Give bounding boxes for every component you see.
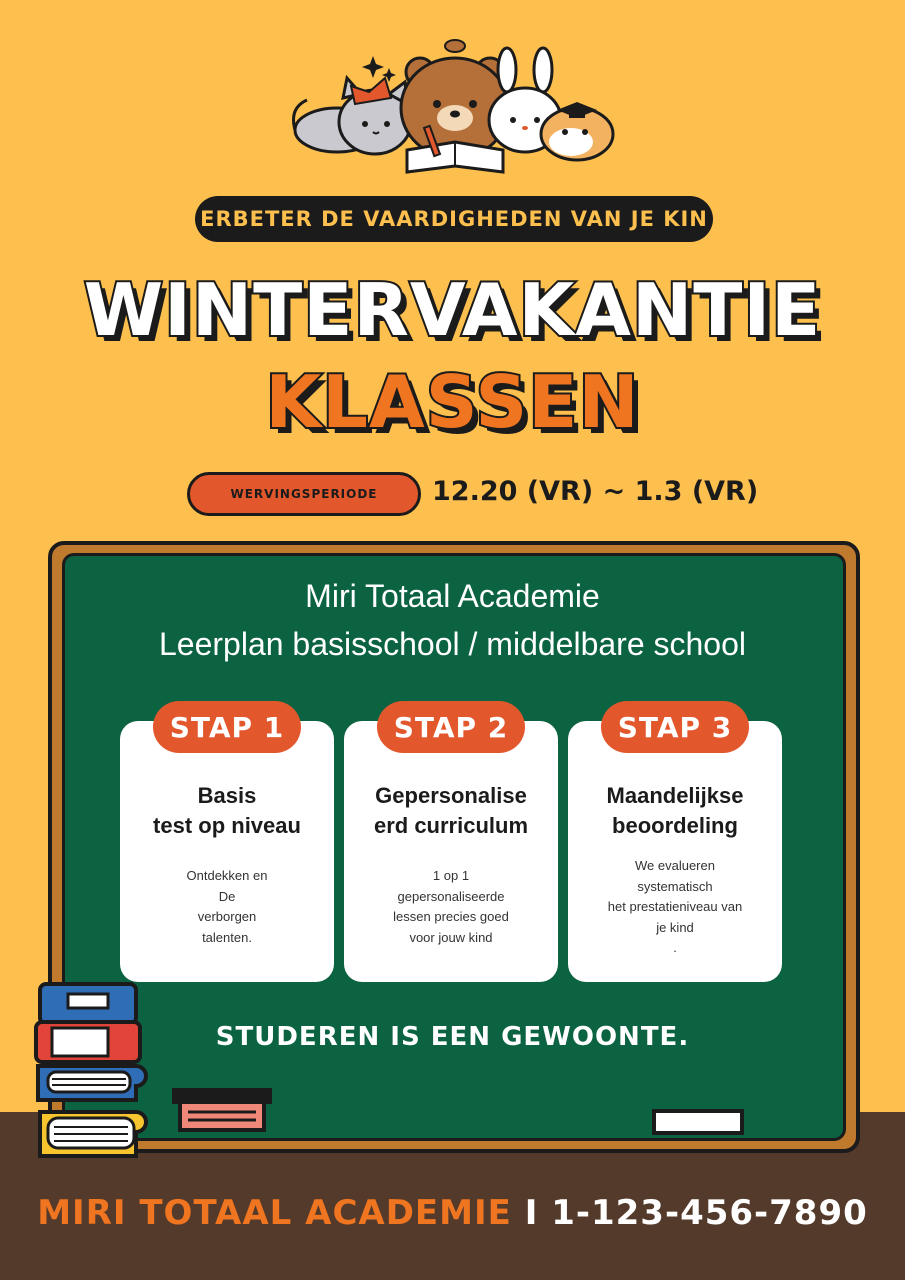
- step-3-title-line-1: Maandelijkse: [606, 783, 744, 808]
- title-line-2: KLASSEN: [265, 360, 640, 444]
- step-2-title-line-2: erd curriculum: [373, 813, 529, 838]
- step-card-2: [344, 721, 558, 982]
- step-1-title-line-1: Basis: [197, 783, 257, 808]
- step-3-desc-line-2: systematisch: [637, 878, 713, 894]
- period-dates: 12.20 (VR) ~ 1.3 (VR): [432, 476, 759, 507]
- step-2-title-line-1: Gepersonalise: [375, 783, 527, 808]
- step-3-desc-line-5: .: [673, 940, 677, 955]
- step-1-title-line-2: test op niveau: [153, 813, 301, 838]
- animal-mascots-icon: [285, 38, 625, 178]
- title-line-1: WINTERVAKANTIE: [83, 268, 822, 352]
- cat-reading-icon: [294, 78, 412, 154]
- step-1-badge: [153, 701, 301, 753]
- eraser-icon: [170, 1086, 274, 1134]
- step-2-desc-line-1: 1 op 1: [432, 868, 470, 883]
- step-1-desc-line-1: Ontdekken en: [186, 868, 268, 883]
- academy-name: Miri Totaal Academie: [305, 578, 600, 614]
- step-card-3: [568, 721, 782, 982]
- step-3-desc-line-1: We evalueren: [635, 858, 715, 873]
- step-3-desc-line-4: je kind: [656, 919, 694, 935]
- curriculum-title: Leerplan basisschool / middelbare school: [158, 626, 746, 662]
- chalk-icon: [652, 1109, 744, 1135]
- step-3-desc-line-3: het prestatieniveau van: [607, 899, 743, 914]
- sparkle-icon: [362, 56, 396, 82]
- step-3-badge-label: STAP 3: [617, 710, 733, 744]
- footer-academy-name: MIRI TOTAAL ACADEMIE: [37, 1193, 512, 1233]
- step-card-1: [120, 721, 334, 982]
- book-stack-icon: [32, 980, 148, 1164]
- step-1-desc-line-4: talenten.: [202, 929, 252, 945]
- tagline-banner: [195, 196, 713, 242]
- step-2-desc-line-4: voor jouw kind: [409, 929, 493, 945]
- motto: STUDEREN IS EEN GEWOONTE.: [215, 1022, 690, 1052]
- step-2-desc-line-2: gepersonaliseerde: [397, 888, 505, 904]
- footer-contact: [0, 1193, 905, 1233]
- step-3-badge: [601, 701, 749, 753]
- period-label: WERVINGSPERIODE: [230, 487, 378, 501]
- step-1-desc-line-2: De: [218, 888, 236, 904]
- step-3-title-line-2: beoordeling: [612, 813, 738, 838]
- step-1-badge-label: STAP 1: [169, 710, 285, 744]
- footer-phone[interactable]: 1-123-456-7890: [551, 1193, 868, 1233]
- step-2-desc-line-3: lessen precies goed: [393, 909, 509, 924]
- step-2-badge-label: STAP 2: [393, 710, 509, 744]
- footer-separator: I: [524, 1193, 539, 1233]
- period-badge: [187, 472, 421, 516]
- tagline-text: ERBETER DE VAARDIGHEDEN VAN JE KIN: [200, 207, 708, 231]
- step-2-badge: [377, 701, 525, 753]
- step-1-desc-line-3: verborgen: [197, 909, 257, 924]
